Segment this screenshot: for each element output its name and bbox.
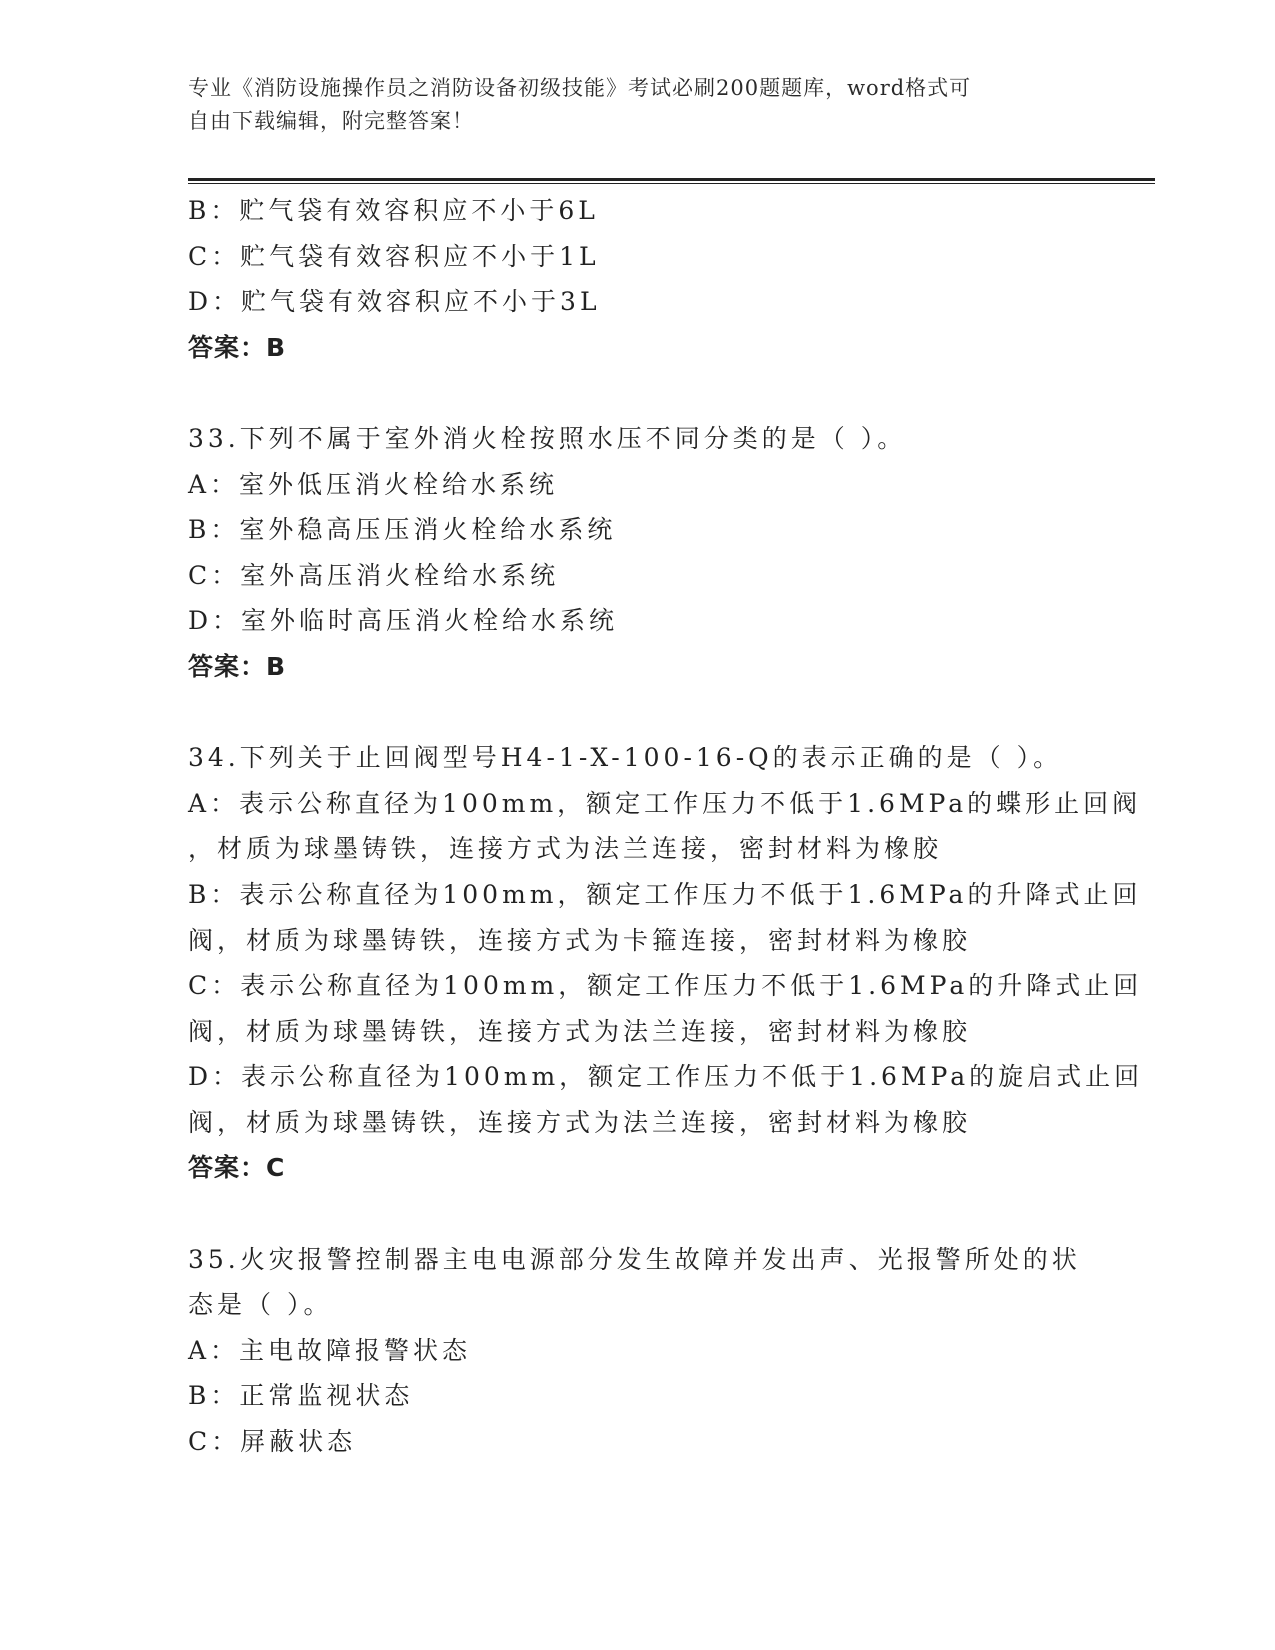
question-block [188, 1237, 1088, 1465]
question-line: D：贮气袋有效容积应不小于3L [188, 287, 601, 317]
question-block [188, 188, 1088, 370]
question-line: A：表示公称直径为100mm，额定工作压力不低于1.6MPa的蝶形止回阀 [188, 788, 1142, 818]
question-block [188, 735, 1144, 1191]
question-line: B：正常监视状态 [188, 1381, 414, 1411]
question-line: 态是（ ）。 [188, 1290, 333, 1320]
page-header [188, 72, 1088, 138]
question-line: ，材质为球墨铸铁，连接方式为法兰连接，密封材料为橡胶 [188, 834, 943, 864]
question-line: C：屏蔽状态 [188, 1427, 357, 1457]
question-line: D：表示公称直径为100mm，额定工作压力不低于1.6MPa的旋启式止回 [188, 1062, 1144, 1092]
question-line: 35.火灾报警控制器主电电源部分发生故障并发出声、光报警所处的状 [188, 1244, 1081, 1274]
question-line: B：室外稳高压压消火栓给水系统 [188, 515, 617, 545]
question-line: 阀，材质为球墨铸铁，连接方式为法兰连接，密封材料为橡胶 [188, 1016, 972, 1046]
block-spacer [188, 370, 1088, 416]
question-line: A：室外低压消火栓给水系统 [188, 469, 559, 499]
question-block [188, 416, 1088, 690]
question-line: 33.下列不属于室外消火栓按照水压不同分类的是（ ）。 [188, 423, 907, 453]
answer-line: 答案：B [188, 651, 287, 681]
question-line: B：表示公称直径为100mm，额定工作压力不低于1.6MPa的升降式止回 [188, 879, 1142, 909]
answer-line: 答案：B [188, 332, 287, 362]
question-content [188, 188, 1144, 1465]
question-line: 阀，材质为球墨铸铁，连接方式为卡箍连接，密封材料为橡胶 [188, 925, 972, 955]
question-line: 阀，材质为球墨铸铁，连接方式为法兰连接，密封材料为橡胶 [188, 1107, 972, 1137]
answer-line: 答案：C [188, 1153, 286, 1183]
question-line: 34.下列关于止回阀型号H4-1-X-100-16-Q的表示正确的是（ ）。 [188, 743, 1063, 773]
header-divider-thick [188, 178, 1155, 181]
block-spacer [188, 1191, 1088, 1237]
question-line: C：贮气袋有效容积应不小于1L [188, 241, 600, 271]
question-line: A：主电故障报警状态 [188, 1335, 472, 1365]
question-line: C：表示公称直径为100mm，额定工作压力不低于1.6MPa的升降式止回 [188, 971, 1143, 1001]
header-divider-thin [188, 183, 1155, 184]
block-spacer [188, 690, 1088, 736]
question-line: D：室外临时高压消火栓给水系统 [188, 606, 619, 636]
question-line: B：贮气袋有效容积应不小于6L [188, 196, 599, 225]
header-line-1: 专业《消防设施操作员之消防设备初级技能》考试必刷200题题库，word格式可 [188, 76, 972, 100]
question-line: C：室外高压消火栓给水系统 [188, 560, 560, 590]
header-line-2: 自由下载编辑，附完整答案！ [188, 109, 474, 133]
